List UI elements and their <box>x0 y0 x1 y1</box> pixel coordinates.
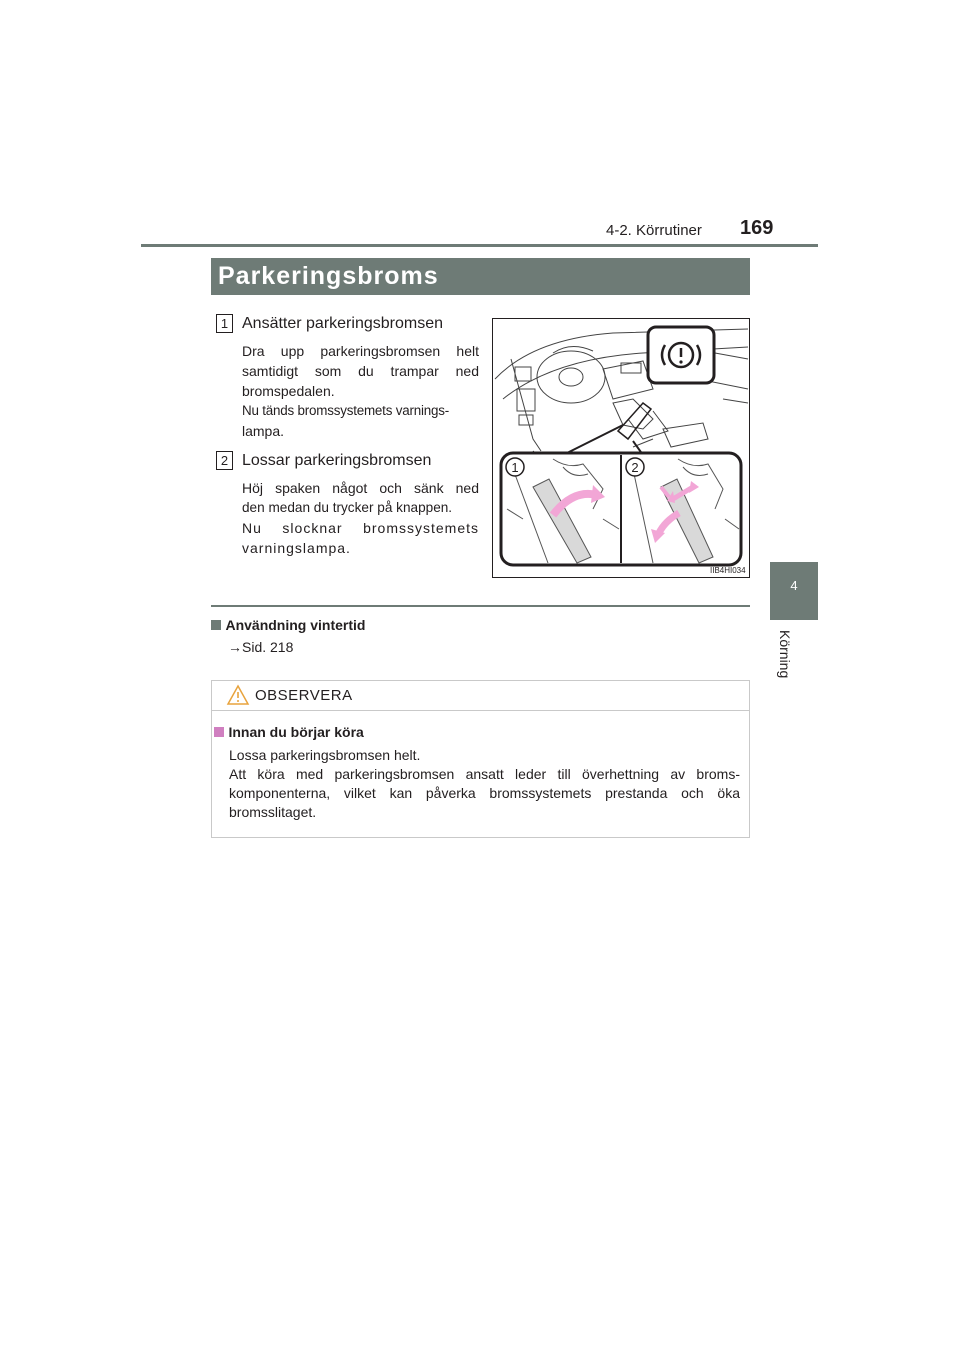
step-2-number: 2 <box>216 451 233 470</box>
notice-line: Att köra med parkeringsbromsen ansatt leder till överhettning av broms- <box>229 766 740 782</box>
illustration-code: IIB4HI034 <box>710 566 746 575</box>
step-2-line: Nu slocknar bromssystemets <box>242 520 479 536</box>
winter-page-reference[interactable]: →Sid. 218 <box>228 639 294 655</box>
notice-line: komponenterna, vilket kan påverka bromssystemets prestanda och öka <box>229 785 740 801</box>
step-1-line: bromspedalen. <box>242 383 335 399</box>
winter-heading-row <box>211 617 365 635</box>
chapter-tab-number: 4 <box>790 578 798 593</box>
step-1-line: Dra upp parkeringsbromsen helt <box>242 343 479 359</box>
notice-heading: Innan du börjar köra <box>228 724 364 740</box>
illustration-callout-2: 2 <box>631 460 639 475</box>
header-section-title: 4-2. Körrutiner <box>606 222 702 239</box>
step-1-line: Nu tänds bromssystemets varnings- <box>242 403 449 418</box>
step-1-number: 1 <box>216 314 233 333</box>
notice-title: OBSERVERA <box>255 687 353 704</box>
step-2-body <box>242 478 479 558</box>
step-1-line: lampa. <box>242 423 285 439</box>
step-1-body <box>242 341 479 441</box>
section-divider <box>211 605 750 607</box>
step-2-title: Lossar parkeringsbromsen <box>242 452 432 469</box>
notice-line: bromsslitaget. <box>229 804 317 820</box>
notice-divider <box>212 710 749 711</box>
illustration-svg <box>493 319 749 577</box>
step-2-line: Höj spaken något och sänk ned <box>242 480 479 496</box>
header-rule <box>141 244 818 247</box>
notice-heading-row <box>214 724 364 742</box>
step-1-title: Ansätter parkeringsbromsen <box>242 315 443 332</box>
section-title: Parkeringsbroms <box>218 262 439 290</box>
parking-brake-illustration <box>492 318 750 578</box>
step-2-line: varningslampa. <box>242 540 351 556</box>
step-2-line: den medan du trycker på knappen. <box>242 500 453 515</box>
notice-line: Lossa parkeringsbromsen helt. <box>229 747 421 763</box>
chapter-label: Körning <box>777 630 793 679</box>
notice-body <box>229 746 740 822</box>
square-bullet-icon <box>214 727 224 737</box>
page-number: 169 <box>740 217 774 239</box>
warning-triangle-icon <box>226 684 250 706</box>
step-1-line: samtidigt som du trampar ned <box>242 363 479 379</box>
illustration-callout-1: 1 <box>511 460 519 475</box>
square-bullet-icon <box>211 620 221 630</box>
winter-heading: Användning vintertid <box>225 617 366 633</box>
